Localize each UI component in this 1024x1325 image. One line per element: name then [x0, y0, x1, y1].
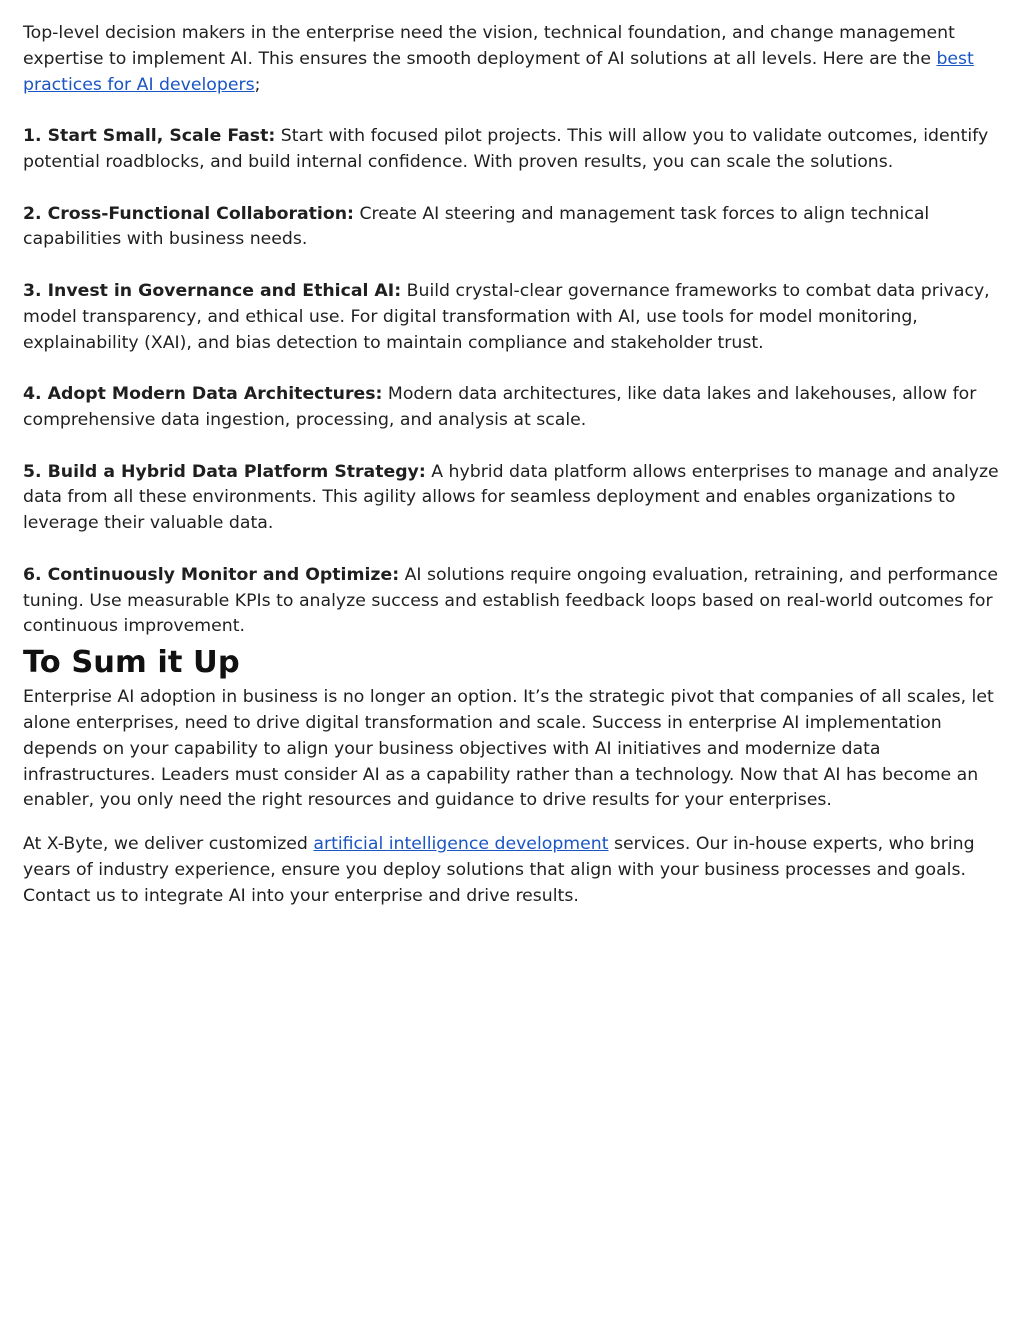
practice-item-4 — [23, 382, 1001, 434]
practice-body: Start with focused pilot projects. This will allow you to validate outcomes, identify potential roadblocks, and build internal confidence. With proven results, you can scale the solutions. — [23, 126, 989, 172]
practice-body: A hybrid data platform allows enterprises to manage and analyze data from all these environments. This agility allows for seamless deployment and enables organizations to leverage their valuable data. — [23, 461, 999, 534]
practice-body: AI solutions require ongoing evaluation, retraining, and performance tuning. Use measurable KPIs to analyze success and establish feedback loops based on real-world outcomes for continuous improvement. — [23, 564, 999, 637]
practice-title: 6. Continuously Monitor and Optimize: — [23, 564, 400, 585]
practice-title: 2. Cross-Functional Collaboration: — [23, 203, 354, 224]
practice-title: 3. Invest in Governance and Ethical AI: — [23, 280, 402, 301]
ai-development-link[interactable]: artificial intelligence development — [313, 834, 609, 855]
intro-text-end: ; — [254, 74, 261, 95]
practice-title: 1. Start Small, Scale Fast: — [23, 126, 276, 147]
practice-item-1 — [23, 124, 1001, 176]
practice-body: Build crystal-clear governance frameworks to combat data privacy, model transparency, and ethical use. For digital transformation with AI, use tools for model monitoring, explainability (XAI), and bias detection to maintain compliance and stakeholder trust. — [23, 280, 990, 353]
intro-paragraph — [23, 21, 1001, 98]
practice-item-3 — [23, 279, 1001, 356]
summary-text-end: services. Our in-house experts, who bring years of industry experience, ensure you deploy solutions that align with your business processes and goals. Contact us to integrate AI into your enterprise and drive results. — [23, 834, 975, 906]
intro-text: Top-level decision makers in the enterprise need the vision, technical foundation, and change management expertise to implement AI. This ensures the smooth deployment of AI solutions at all levels. Here are the — [23, 23, 955, 69]
practice-item-5 — [23, 460, 1001, 537]
practice-item-2 — [23, 202, 1001, 254]
practice-title: 5. Build a Hybrid Data Platform Strategy: — [23, 461, 426, 482]
summary-paragraph-2 — [23, 832, 1001, 909]
practice-body: Modern data architectures, like data lakes and lakehouses, allow for comprehensive data ingestion, processing, and analysis at scale. — [23, 384, 977, 430]
summary-heading: To Sum it Up — [23, 645, 240, 681]
practice-title: 4. Adopt Modern Data Architectures: — [23, 384, 383, 405]
practice-item-6 — [23, 563, 1001, 640]
summary-paragraph-1: Enterprise AI adoption in business is no longer an option. It’s the strategic pivot that companies of all scales, let alone enterprises, need to drive digital transformation and scale. Success in enterprise AI implementation depends on your capability to align your business objectives with AI initiatives and modernize data infrastructures. Leaders must consider AI as a capability rather than a technology. Now that AI has become an enabler, you only need the right resources and guidance to drive results for your enterprises. — [23, 687, 994, 811]
practice-body: Create AI steering and management task forces to align technical capabilities with business needs. — [23, 203, 930, 250]
summary-text: At X-Byte, we deliver customized — [23, 834, 314, 855]
best-practices-link[interactable]: best practices for AI developers — [23, 48, 974, 95]
